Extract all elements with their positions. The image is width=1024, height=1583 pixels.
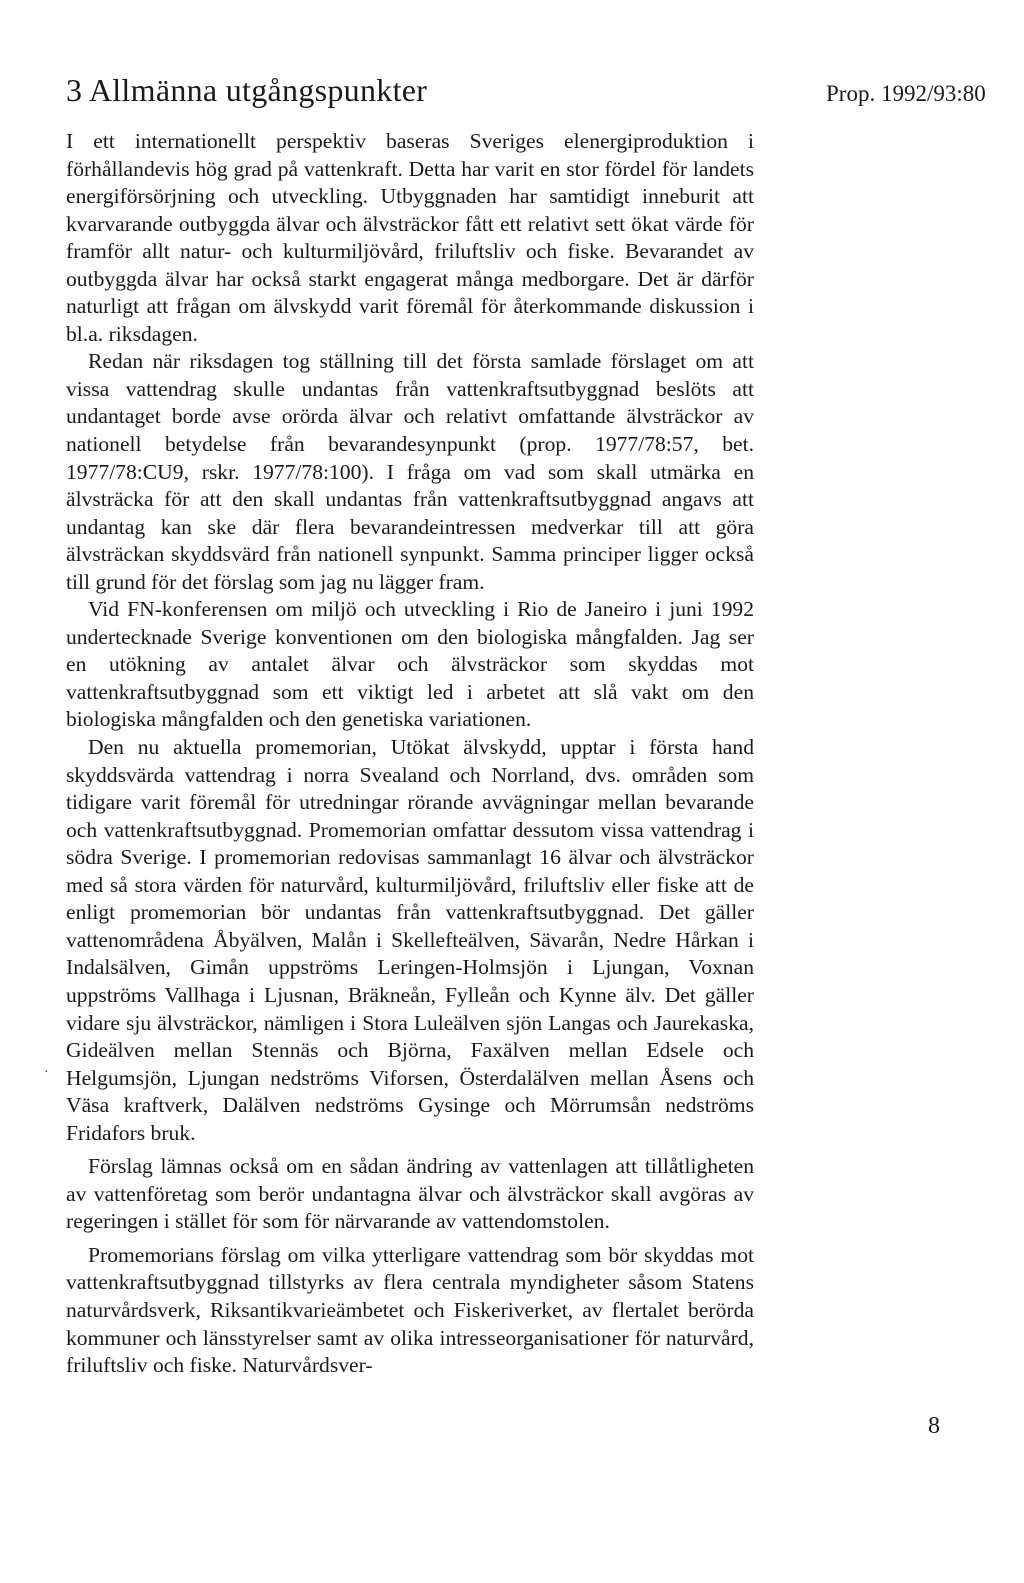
page-number: 8 (928, 1413, 940, 1439)
body-text (66, 128, 754, 1380)
paragraph: Förslag lämnas också om en sådan ändring av vattenlagen att tillåtligheten av vattenföretag som berör undantagna älvar och älvsträckor skall avgöras av regeringen i stället för som för närvarande av vattendomstolen. (66, 1154, 754, 1234)
paragraph: Redan när riksdagen tog ställning till det första samlade förslaget om att vissa vattendrag skulle undantas från vattenkraftsutbyggnad beslöts att undantaget borde avse orörda älvar och relativt omfattande älvsträckor av nationell betydelse från bevarandesynpunkt (prop. 1977/78:57, bet. 1977/78:CU9, rskr. 1977/78:100). I fråga om vad som skall utmärka en älvsträcka för att den skall undantas från vattenkraftsutbyggnad angavs att undantag kan ske där flera bevarandeintressen medverkar till att göra älvsträckan skyddsvärd från nationell synpunkt. Samma principer ligger också till grund för det förslag som jag nu lägger fram. (66, 349, 754, 594)
proposition-reference: Prop. 1992/93:80 (826, 81, 986, 106)
margin-mark: · (44, 1065, 49, 1080)
paragraph: Vid FN-konferensen om miljö och utveckling i Rio de Janeiro i juni 1992 undertecknade Sverige konventionen om den biologiska mångfalden. Jag ser en utökning av antalet älvar och älvsträckor som skyddas mot vattenkraftsutbyggnad som ett viktigt led i arbetet att slå vakt om den biologiska mångfalden och den genetiska variationen. (66, 597, 754, 732)
page-title: 3 Allmänna utgångspunkter (66, 72, 428, 108)
paragraph: I ett internationellt perspektiv baseras Sveriges elenergiproduktion i förhållandevis hög grad på vattenkraft. Detta har varit en stor fördel för landets energiförsörjning och utveckling. Utbyggnaden har samtidigt inneburit att kvarvarande outbyggda älvar och älvsträckor fått ett relativt sett ökat värde för framför allt natur- och kulturmiljövård, friluftsliv och fiske. Bevarandet av outbyggda älvar har också starkt engagerat många medborgare. Det är därför naturligt att frågan om älvskydd varit föremål för återkommande diskussion i bl.a. riksdagen. (66, 129, 754, 346)
paragraph: Promemorians förslag om vilka ytterligare vattendrag som bör skyddas mot vattenkraftsutbyggnad tillstyrks av flera centrala myndigheter såsom Statens naturvårdsverk, Riksantikvarieämbetet och Fiskeriverket, av flertalet berörda kommuner och länsstyrelser samt av olika intresseorganisationer för naturvård, friluftsliv och fiske. Naturvårdsver- (66, 1242, 754, 1378)
paragraph: Den nu aktuella promemorian, Utökat älvskydd, upptar i första hand skyddsvärda vattendrag i norra Svealand och Norrland, dvs. områden som tidigare varit föremål för utredningar rörande avvägningar mellan bevarande och vattenkraftsutbyggnad. Promemorian omfattar dessutom vissa vattendrag i södra Sverige. I promemorian redovisas sammanlagt 16 älvar och älvsträckor med så stora värden för naturvård, kulturmiljövård, friluftsliv eller fiske att de enligt promemorian bör undantas från vattenkraftsutbyggnad. Det gäller vattenområdena Åbyälven, Malån i Skellefteälven, Sävarån, Nedre Hårkan i Indalsälven, Gimån uppströms Leringen-Holmsjön i Ljungan, Voxnan uppströms Vallhaga i Ljusnan, Bräkneån, Fylleån och Kynne älv. Det gäller vidare sju älvsträckor, nämligen i Stora Luleälven sjön Langas och Jaurekaska, Gideälven mellan Stennäs och Björna, Faxälven mellan Edsele och Helgumsjön, Ljungan nedströms Viforsen, Österdalälven mellan Åsens och Väsa kraftverk, Dalälven nedströms Gysinge och Mörrumsån nedströms Fridafors bruk. (66, 735, 754, 1145)
